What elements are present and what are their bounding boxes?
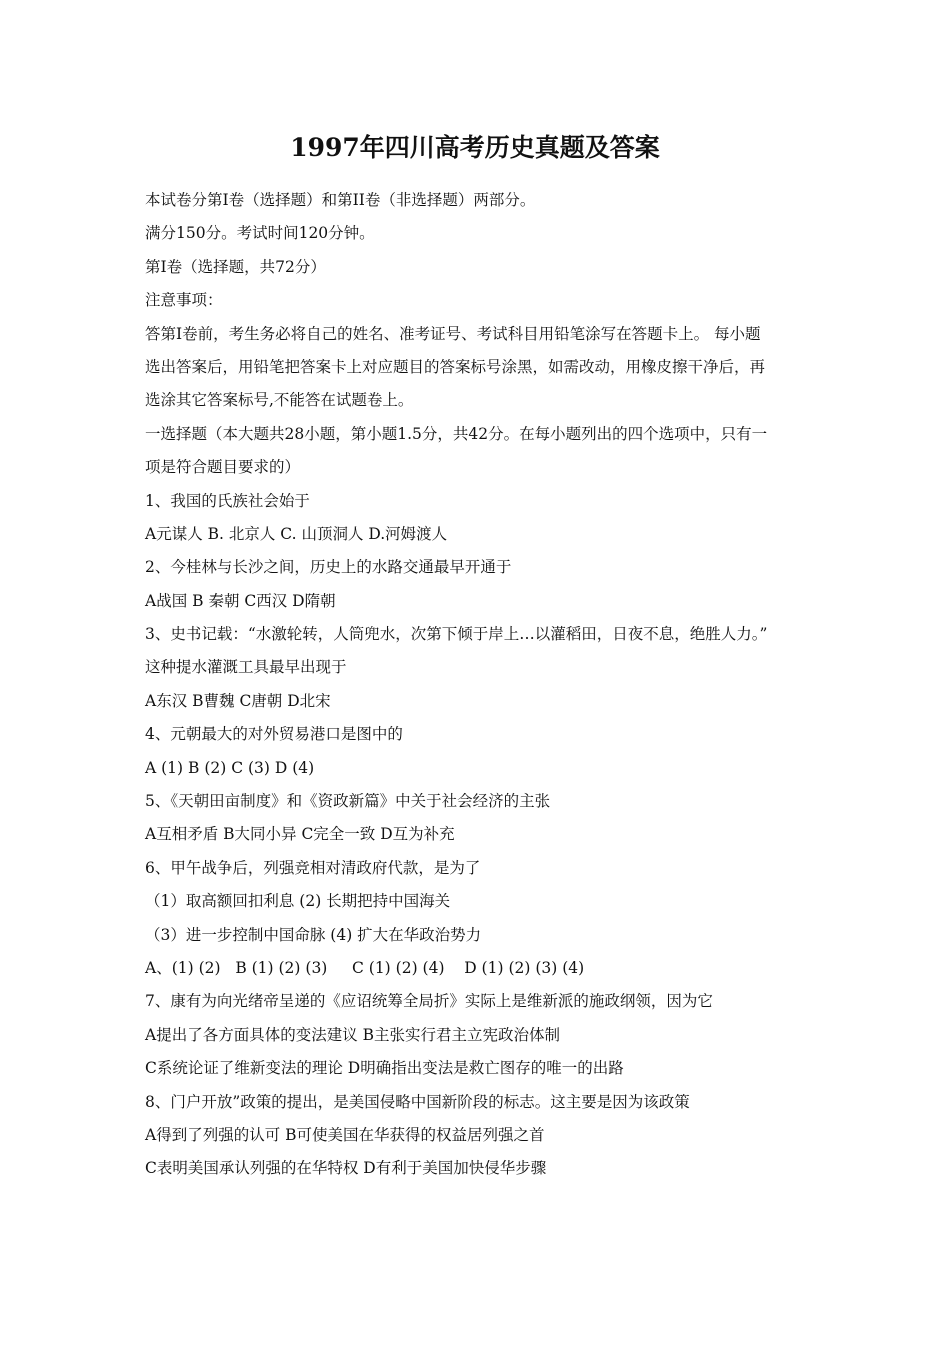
question-7: 7、康有为向光绪帝呈递的《应诏统筹全局折》实际上是维新派的施政纲领，因为它 (145, 992, 713, 1011)
question-8: 8、门户开放”政策的提出，是美国侵略中国新阶段的标志。这主要是因为该政策 (145, 1092, 690, 1111)
notice-text: 选涂其它答案标号,不能答在试题卷上。 (145, 391, 414, 410)
section-heading: 一选择题（本大题共28小题，第小题1.5分，共42分。在每小题列出的四个选项中，只有一 (145, 424, 768, 443)
question-6: 6、甲午战争后，列强竞相对清政府代款，是为了 (145, 858, 481, 877)
question-4: 4、元朝最大的对外贸易港口是图中的 (145, 725, 403, 744)
intro-line: 第I卷（选择题，共72分） (145, 257, 326, 276)
question-6-item: （3）进一步控制中国命脉 (4) 扩大在华政治势力 (145, 925, 482, 944)
question-1: 1、我国的氏族社会始于 (145, 491, 310, 510)
question-6-item: （1）取高额回扣利息 (2) 长期把持中国海关 (145, 892, 451, 911)
question-8-options: A得到了列强的认可 B可使美国在华获得的权益居列强之首 (145, 1125, 545, 1144)
question-5-options: A互相矛盾 B大同小异 C完全一致 D互为补充 (145, 825, 455, 844)
notice-heading: 注意事项： (145, 291, 223, 310)
notice-text: 选出答案后，用铅笔把答案卡上对应题目的答案标号涂黑，如需改动，用橡皮擦干净后，再 (145, 357, 766, 376)
question-2-options: A战国 B 秦朝 C西汉 D隋朝 (145, 591, 336, 610)
question-7-options: A提出了各方面具体的变法建议 B主张实行君主立宪政治体制 (145, 1025, 561, 1044)
section-heading: 项是符合题目要求的） (145, 458, 301, 477)
page-title: 1997年四川高考历史真题及答案 (290, 133, 660, 162)
notice-text: 答第I卷前，考生务必将自己的姓名、准考证号、考试科目用铅笔涂写在答题卡上。 每小题 (145, 324, 761, 343)
question-3-options: A东汉 B曹魏 C唐朝 D北宋 (145, 691, 331, 710)
question-8-options: C表明美国承认列强的在华特权 D有利于美国加快侵华步骤 (145, 1159, 547, 1178)
intro-line: 满分150分。考试时间120分钟。 (145, 224, 375, 243)
question-3: 这种提水灌溉工具最早出现于 (145, 658, 347, 677)
document-body (145, 184, 815, 1186)
question-7-options: C系统论证了维新变法的理论 D明确指出变法是救亡图存的唯一的出路 (145, 1059, 624, 1078)
intro-line: 本试卷分第I卷（选择题）和第II卷（非选择题）两部分。 (145, 191, 536, 209)
question-5: 5、《天朝田亩制度》和《资政新篇》中关于社会经济的主张 (145, 792, 551, 811)
question-3: 3、史书记载：“水激轮转，人筒兜水，次第下倾于岸上…以灌稻田，日夜不息，绝胜人力。” (145, 625, 768, 644)
question-1-options: A元谋人 B. 北京人 C. 山顶洞人 D.河姆渡人 (145, 524, 448, 543)
question-6-options: A、(1) (2) B (1) (2) (3) C (1) (2) (4) D (1) (2) (3) (4) (145, 958, 585, 977)
question-4-options: A (1) B (2) C (3) D (4) (145, 758, 315, 777)
question-2: 2、今桂林与长沙之间，历史上的水路交通最早开通于 (145, 558, 512, 577)
